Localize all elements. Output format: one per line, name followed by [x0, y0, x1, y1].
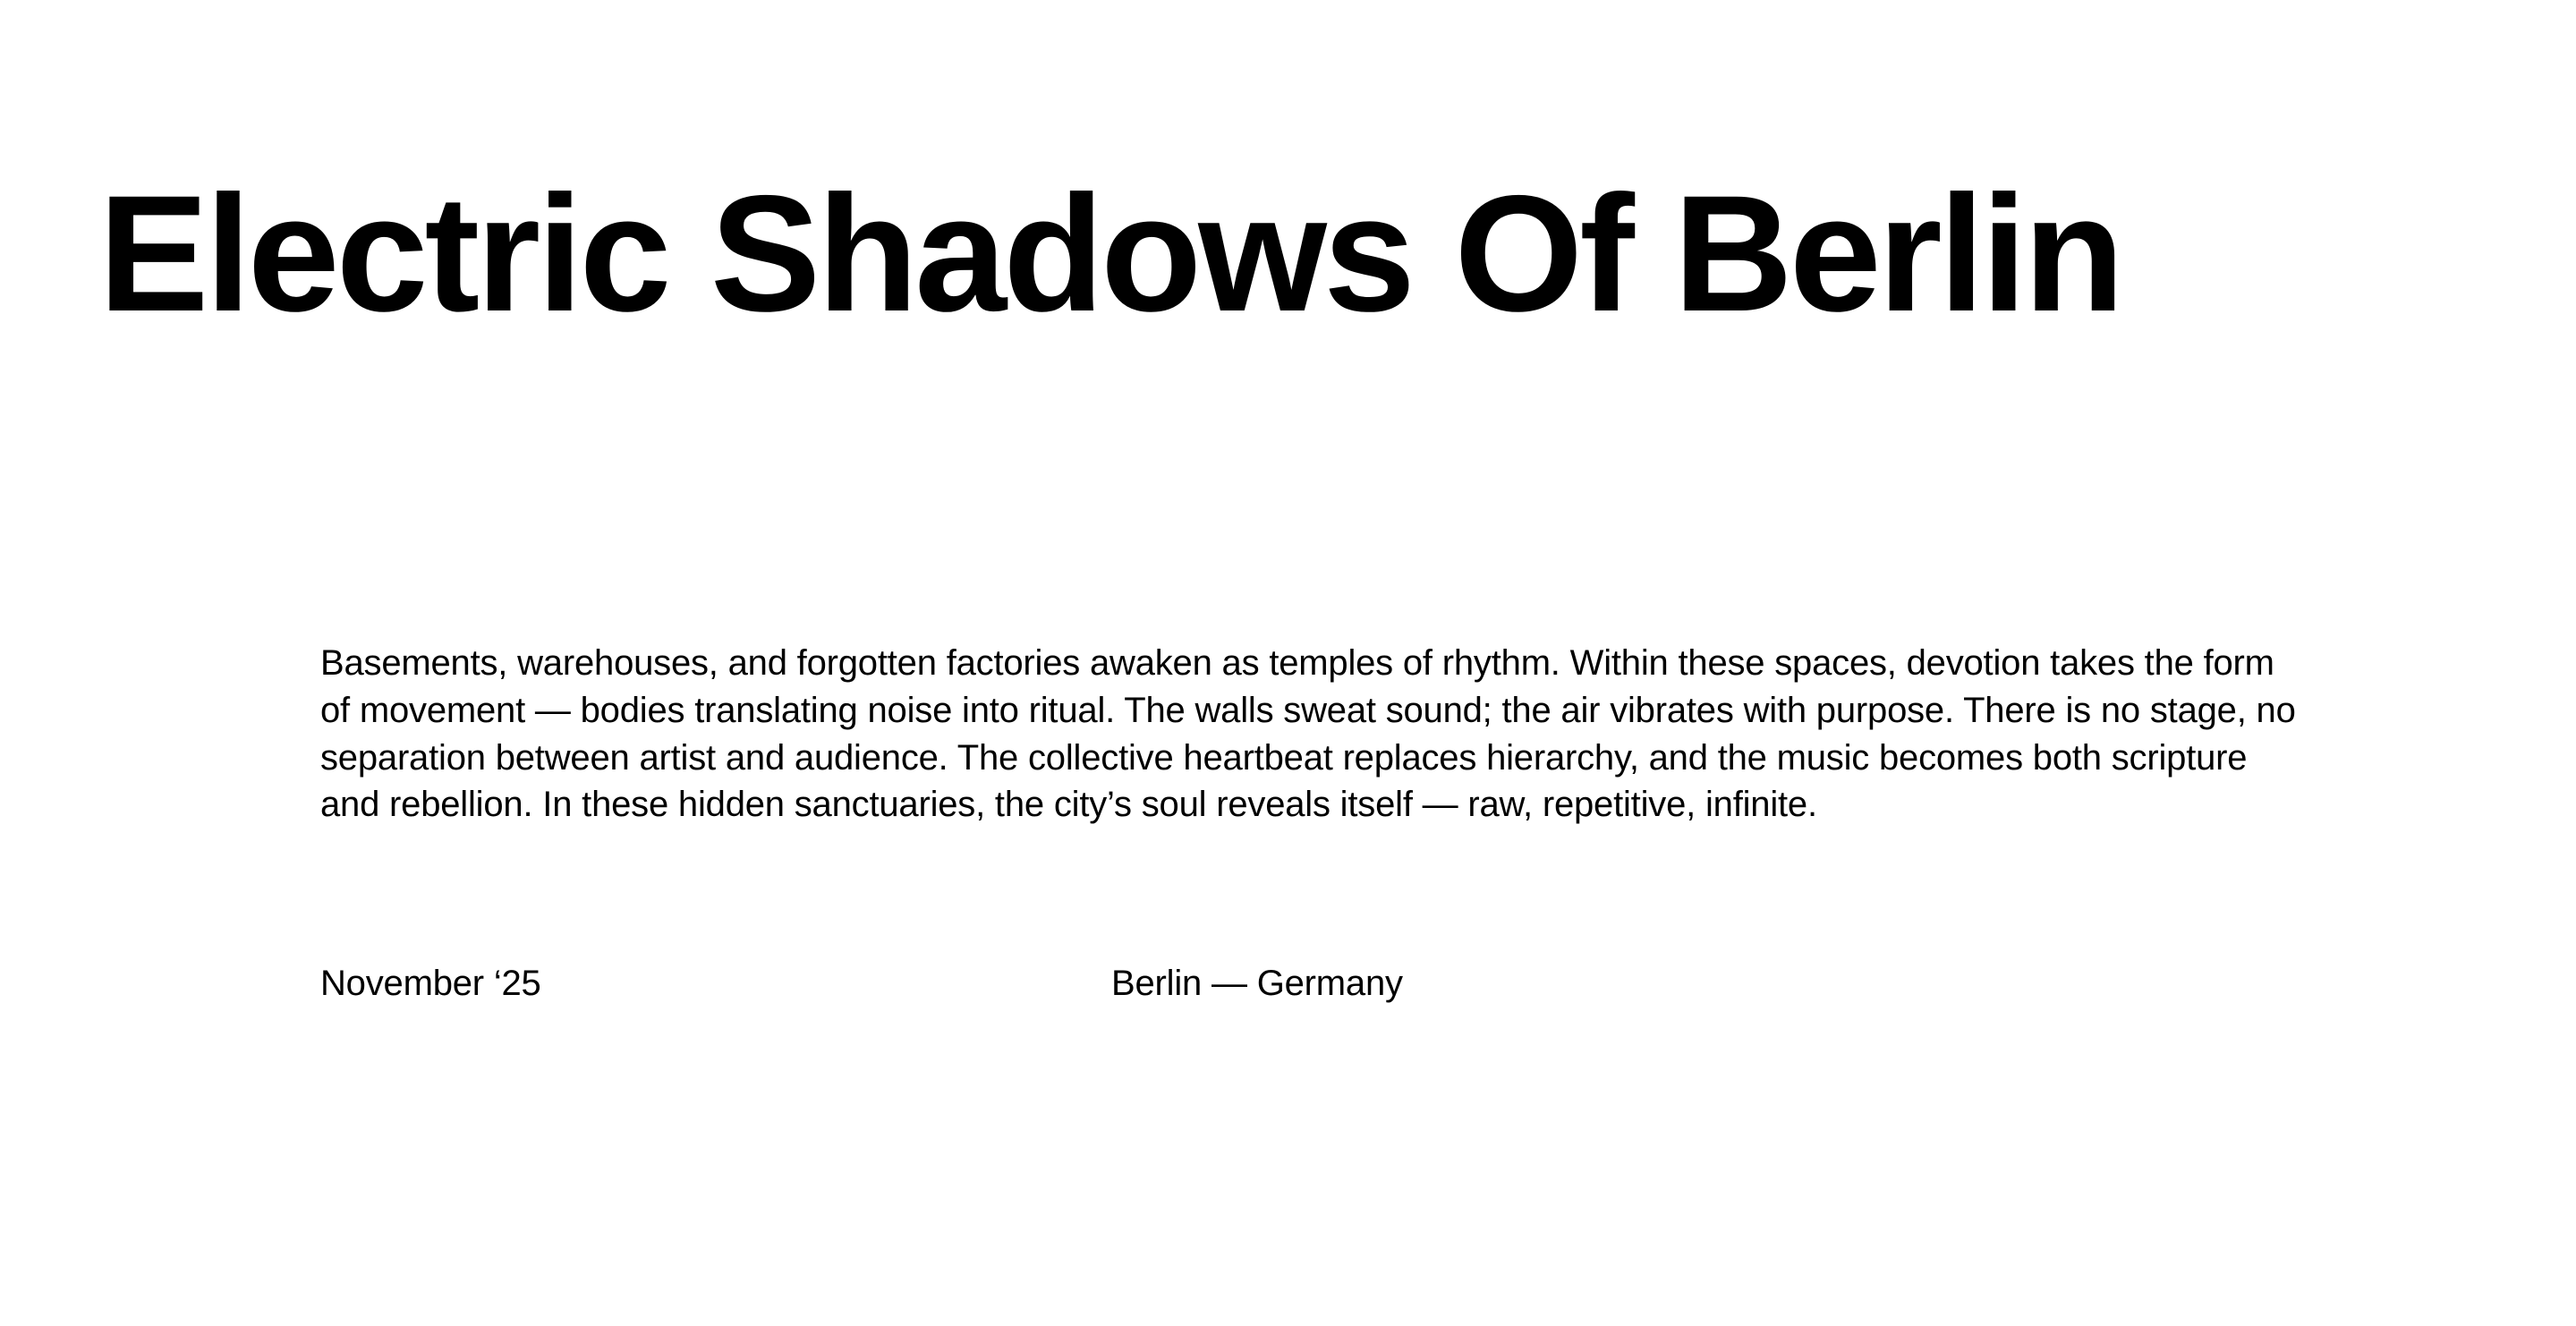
body-paragraph: Basements, warehouses, and forgotten factories awaken as temples of rhythm. Within these spaces, devotion takes the form of movement — bodies translating noise into ritual. The walls sweat sound; the air vibrates with purpose. There is no stage, no separation between artist and audience. The collective heartbeat replaces hierarchy, and the music becomes both scripture and rebellion. In these hidden sanctuaries, the city’s soul reveals itself — raw, repetitive, infinite.	[320, 643, 2296, 825]
page-title: Electric Shadows Of Berlin	[98, 161, 2121, 346]
meta-location: Berlin — Germany	[1111, 964, 1403, 1003]
meta-date: November ‘25	[320, 964, 541, 1003]
meta-row	[320, 962, 2302, 1007]
